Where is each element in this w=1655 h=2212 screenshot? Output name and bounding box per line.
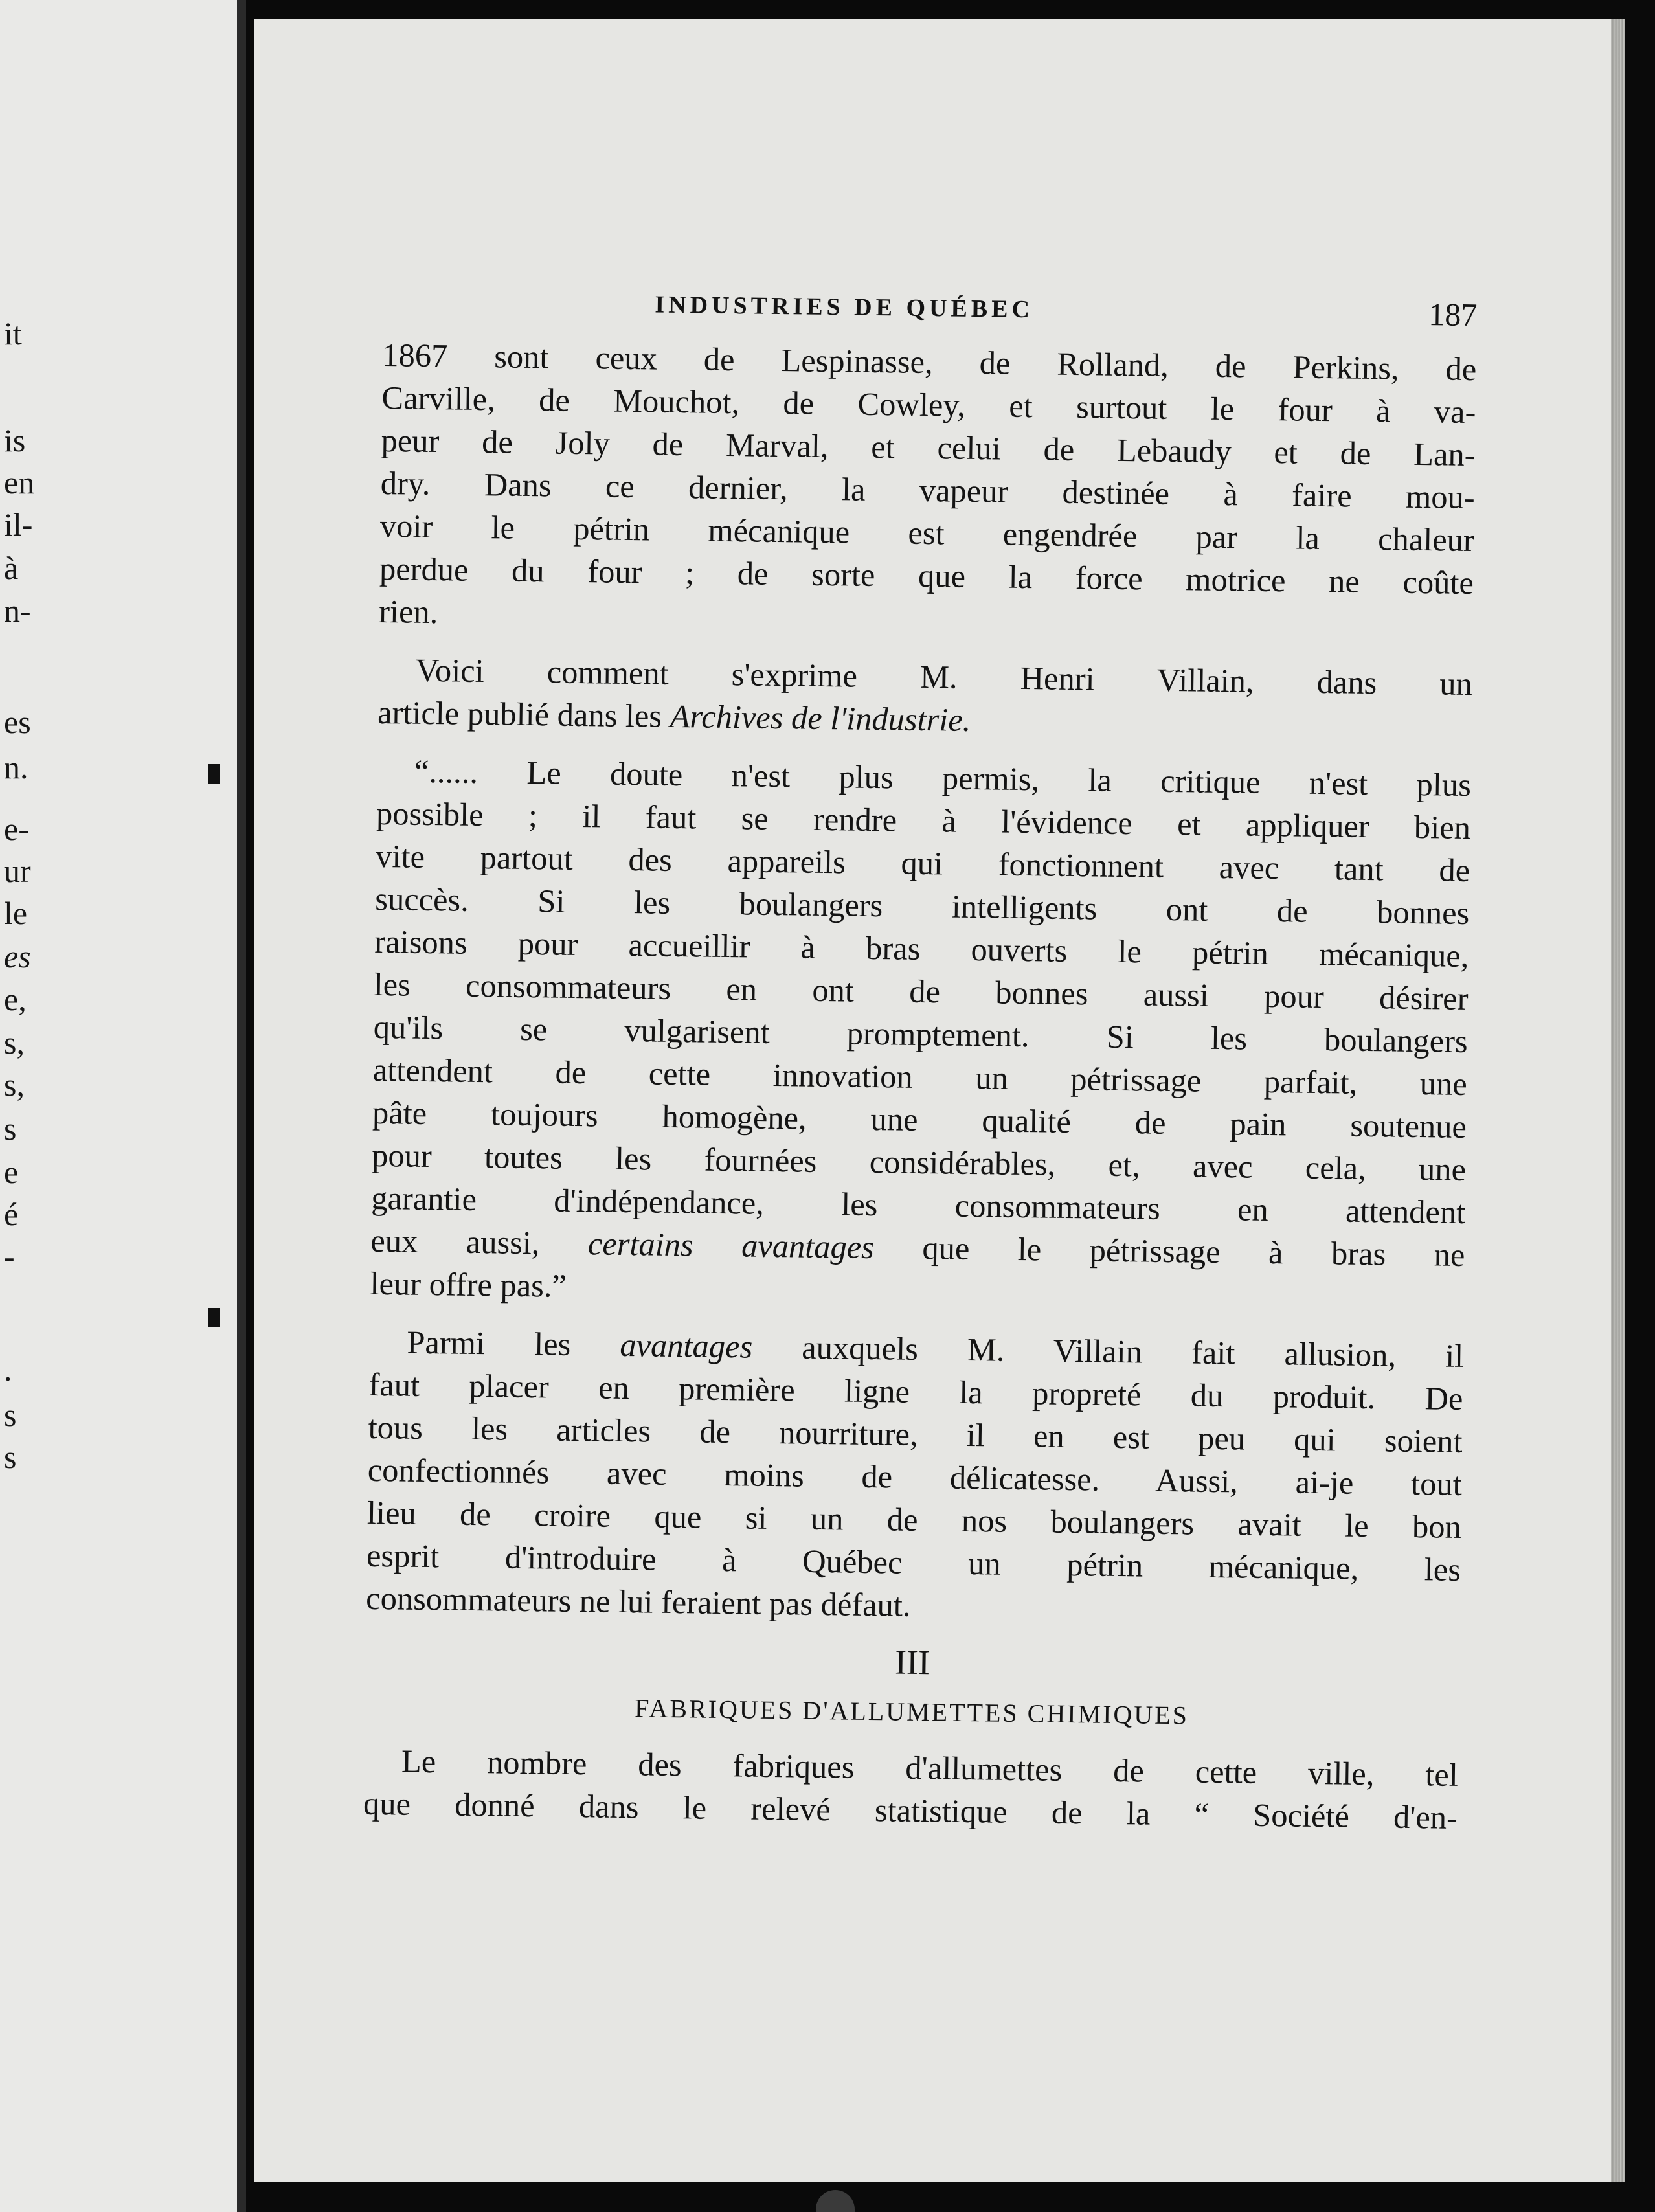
left-page-fragment: it [4,315,22,352]
left-facing-page [0,0,246,2212]
text-line: garantie d'indépendance, les consommateurs en attendent [370,1179,1466,1230]
text-line: esprit d'introduire à Québec un pétrin mécanique, les [366,1537,1461,1588]
text-line: pour toutes les fournées considérables, et, avec cela, une [371,1136,1467,1188]
left-page-fragment: e- [4,811,29,847]
text-line: vite partout des appareils qui fonctionnent avec tant de [375,837,1470,889]
text-line: les consommateurs en ont de bonnes aussi pour désirer [374,965,1469,1017]
text-run: eux aussi, [370,1222,589,1262]
text-line: tous les articles de nourriture, il en est peu qui soient [368,1408,1463,1460]
text-run: article publié dans les [377,694,671,734]
left-page-fragment: ur [4,853,31,889]
text-run: auxquels M. Villain fait allusion, il [752,1328,1464,1374]
text-line: qu'ils se vulgarisent promptement. Si les boulangers [373,1008,1469,1060]
text-line: perdue du four ; de sorte que la force motrice ne coûte [379,550,1474,602]
text-line: Le nombre des fabriques d'allumettes de cette ville, tel [401,1743,1459,1793]
left-page-fragment: e [4,1154,19,1190]
text-line: Voici comment s'exprime M. Henri Villain, dans un [415,651,1473,703]
text-line: Carville, de Mouchot, de Cowley, et surtout le four à va- [381,379,1476,431]
journal-title: Archives de l'industrie. [670,697,971,738]
text-line: confectionnés avec moins de délicatesse. Aussi, ai-je tout [367,1451,1463,1502]
text-line: faut placer en première ligne la propreté du produit. De [368,1366,1463,1417]
text-run: que le pétrissage à bras ne [873,1229,1465,1273]
left-page-fragment: n. [4,749,28,785]
text-line: voir le pétrin mécanique est engendrée par la chaleur [379,507,1475,559]
binding-clip [816,2190,855,2212]
left-page-fragment: il- [4,506,33,543]
left-page-fragment: s, [4,1066,25,1103]
emphasis: certains avantages [587,1225,875,1266]
text-line: dry. Dans ce dernier, la vapeur destinée à faire mou- [380,464,1476,516]
text-line: que donné dans le relevé statistique de la “ Société d'en- [363,1785,1458,1836]
book-gutter [237,0,246,2212]
emphasis: avantages [620,1326,753,1365]
section-number: III [894,1642,930,1682]
left-page-fragment: . [4,1351,12,1388]
paragraph-2 [377,648,1473,748]
left-page-fragment: es [4,938,31,975]
text-run: Parmi les [407,1324,620,1363]
right-page [254,19,1625,2182]
paragraph-4 [363,1739,1459,1839]
text-line: peur de Joly de Marval, et celui de Lebaudy et de Lan- [381,422,1476,473]
paragraph-1 [379,333,1477,647]
text-line: “...... Le doute n'est plus permis, la critique n'est plus [414,752,1472,804]
left-page-fragment: s [4,1111,17,1147]
left-page-fragment: en [4,464,35,501]
text-line: succès. Si les boulangers intelligents ont de bonnes [375,880,1470,932]
left-page-fragment: é [4,1196,19,1232]
left-page-fragment: is [4,422,26,458]
page-text-block [363,275,1477,1855]
text-line: attendent de cette innovation un pétrissage parfait, une [372,1051,1468,1103]
left-page-fragment: es [4,704,31,740]
binding-mark [208,1308,220,1327]
text-line: possible ; il faut se rendre à l'évidence et appliquer bien [376,795,1471,846]
text-line: rien. [378,592,438,631]
left-page-fragment: s [4,1439,17,1475]
left-page-fragment: n- [4,592,31,629]
left-page-fragment: s, [4,1024,25,1061]
text-line: raisons pour accueillir à bras ouverts le pétrin mécanique, [374,923,1469,975]
binding-mark [208,764,220,784]
left-page-fragment: - [4,1238,15,1274]
text-line: consommateurs ne lui feraient pas défaut. [365,1579,911,1623]
text-line: 1867 sont ceux de Lespinasse, de Rolland, de Perkins, de [382,336,1477,388]
text-line: pâte toujours homogène, une qualité de pain soutenue [372,1094,1467,1146]
paragraph-3 [366,1320,1464,1634]
left-page-fragment: e, [4,981,27,1017]
page-number: 187 [1428,296,1478,333]
page-edge-stack [1611,19,1625,2182]
left-page-fragment: à [4,550,19,586]
left-page-fragment: s [4,1397,17,1433]
running-title: INDUSTRIES DE QUÉBEC [655,291,1034,324]
left-page-fragment: le [4,895,28,931]
text-line: leur offre pas.” [370,1265,567,1304]
quotation [370,749,1471,1319]
section-title: FABRIQUES D'ALLUMETTES CHIMIQUES [634,1693,1189,1730]
text-line: lieu de croire que si un de nos boulangers avait le bon [366,1494,1462,1545]
